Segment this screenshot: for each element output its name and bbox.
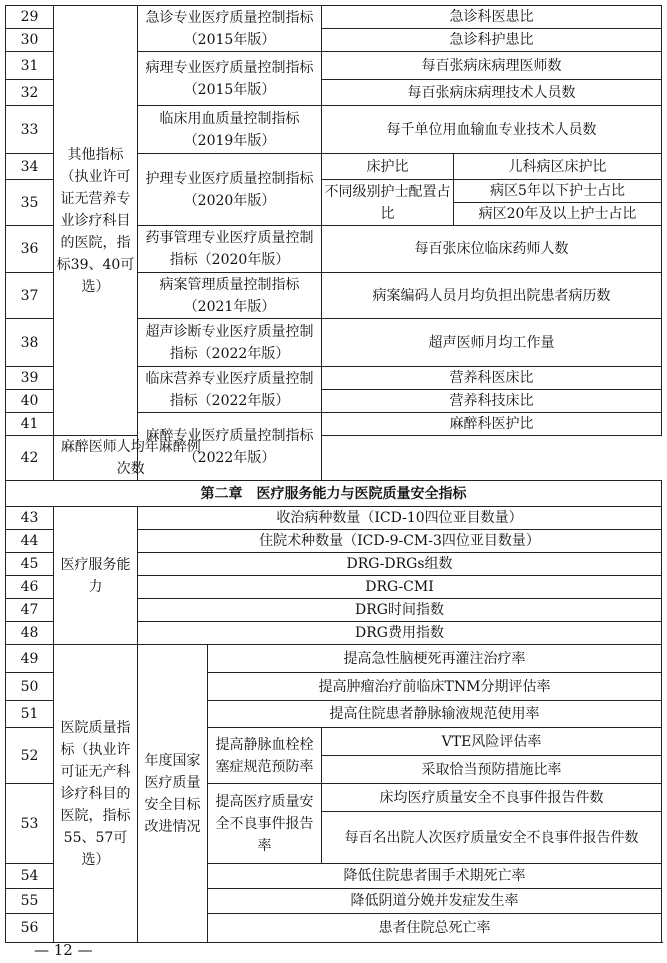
row-number: 47 [6,599,54,622]
indicator-cell: 超声医师月均工作量 [322,319,662,367]
indicator-cell: 床均医疗质量安全不良事件报告件数 [322,784,662,812]
indicator-cell: 每百张病床病理技术人员数 [322,80,662,106]
indicator-cell: 降低阴道分娩并发症发生率 [208,889,662,914]
indicator-cell: 病案编码人员月均负担出院患者病历数 [322,273,662,319]
indicator-table [5,5,662,943]
indicator-group: 超声诊断专业医疗质量控制指标（2022年版） [138,319,322,367]
row-number: 44 [6,530,54,553]
indicator-cell: 儿科病区床护比 [454,154,662,180]
row-number: 51 [6,701,54,728]
category-other-indicators: 其他指标（执业许可证无营养专业诊疗科目的医院，指标39、40可选） [54,6,138,436]
indicator-cell: 降低住院患者围手术期死亡率 [208,864,662,889]
table-row [6,645,662,673]
table-row [6,6,662,29]
page-number: — 12 — [34,941,93,959]
indicator-cell: 每百名出院人次医疗质量安全不良事件报告件数 [322,812,662,864]
row-number: 34 [6,154,54,180]
indicator-group: 急诊专业医疗质量控制指标（2015年版） [138,6,322,52]
indicator-cell: 营养科医床比 [322,367,662,390]
indicator-cell: 收治病种数量（ICD-10四位亚目数量） [138,507,662,530]
indicator-group: 护理专业医疗质量控制指标（2020年版） [138,154,322,226]
row-number: 49 [6,645,54,673]
indicator-cell: 提高肿瘤治疗前临床TNM分期评估率 [208,673,662,701]
indicator-cell: 床护比 [322,154,454,180]
row-number: 53 [6,784,54,864]
row-number: 42 [6,436,54,481]
indicator-cell: 病区20年及以上护士占比 [454,203,662,226]
indicator-cell: DRG-CMI [138,576,662,599]
row-number: 36 [6,226,54,273]
indicator-cell: 每百张病床病理医师数 [322,52,662,80]
indicator-cell: 每百张床位临床药师人数 [322,226,662,273]
row-number: 41 [6,413,54,436]
row-number: 50 [6,673,54,701]
indicator-cell: 麻醉医师人均年麻醉例次数 [54,436,208,481]
row-number: 39 [6,367,54,390]
row-number: 40 [6,390,54,413]
indicator-group: 药事管理专业医疗质量控制指标（2020年版） [138,226,322,273]
indicator-group: 病案管理质量控制指标（2021年版） [138,273,322,319]
indicator-cell: 采取恰当预防措施比率 [322,756,662,784]
row-number: 43 [6,507,54,530]
indicator-cell: 病区5年以下护士占比 [454,180,662,203]
indicator-group: 麻醉专业医疗质量控制指标（2022年版） [138,413,322,481]
indicator-cell: DRG-DRGs组数 [138,553,662,576]
chapter-row [6,481,662,507]
indicator-cell: 不同级别护士配置占比 [322,180,454,226]
category-service-capability: 医疗服务能力 [54,507,138,645]
row-number: 48 [6,622,54,645]
indicator-cell: 提高急性脑梗死再灌注治疗率 [208,645,662,673]
indicator-cell: DRG费用指数 [138,622,662,645]
indicator-cell: 麻醉科医护比 [322,413,662,436]
indicator-cell: 患者住院总死亡率 [208,914,662,943]
row-number: 52 [6,728,54,784]
row-number: 31 [6,52,54,80]
row-number: 46 [6,576,54,599]
indicator-group: 临床用血质量控制指标（2019年版） [138,106,322,154]
indicator-group: 提高静脉血栓栓塞症规范预防率 [208,728,322,784]
indicator-group: 提高医疗质量安全不良事件报告率 [208,784,322,864]
row-number: 54 [6,864,54,889]
row-number: 33 [6,106,54,154]
row-number: 35 [6,180,54,226]
category-hospital-quality: 医院质量指标（执业许可证无产科诊疗科目的医院，指标55、57可选） [54,645,138,943]
row-number: 45 [6,553,54,576]
indicator-group: 临床营养专业医疗质量控制指标（2022年版） [138,367,322,413]
indicator-cell: 急诊科护患比 [322,29,662,52]
indicator-group: 病理专业医疗质量控制指标（2015年版） [138,52,322,106]
indicator-cell: 每千单位用血输血专业技术人员数 [322,106,662,154]
sub-category-annual-goals: 年度国家医疗质量安全目标改进情况 [138,645,208,943]
indicator-cell: 提高住院患者静脉输液规范使用率 [208,701,662,728]
table-row [6,436,662,481]
row-number: 29 [6,6,54,29]
row-number: 37 [6,273,54,319]
row-number: 38 [6,319,54,367]
indicator-cell: 住院术种数量（ICD-9-CM-3四位亚目数量） [138,530,662,553]
row-number: 32 [6,80,54,106]
row-number: 55 [6,889,54,914]
row-number: 56 [6,914,54,943]
row-number: 30 [6,29,54,52]
table-row [6,507,662,530]
indicator-cell: DRG时间指数 [138,599,662,622]
indicator-cell: 急诊科医患比 [322,6,662,29]
chapter-title: 第二章 医疗服务能力与医院质量安全指标 [6,481,662,507]
indicator-cell: VTE风险评估率 [322,728,662,756]
indicator-cell: 营养科技床比 [322,390,662,413]
